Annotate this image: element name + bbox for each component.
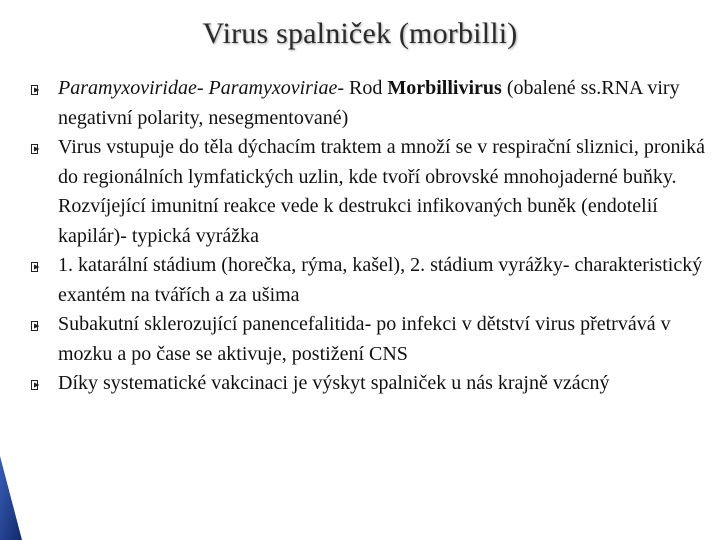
list-item [31, 251, 711, 310]
box-arrow-bullet-icon [31, 144, 41, 154]
list-item-text: Díky systematické vakcinaci je výskyt spalniček u nás krajně vzácný [58, 372, 610, 394]
subfamily-name: Paramyxoviriae- [208, 77, 345, 99]
box-arrow-bullet-icon [31, 380, 41, 390]
list-item-text: Virus vstupuje do těla dýchacím traktem a množí se v respirační sliznici, proniká do regionálních lymfatických uzlin, kde tvoří obrovské mnohojaderné buňky. Rozvíjející imunitní reakce vede k destrukci infikovaných buněk (endotelií kapilár)- typická vyrážka [58, 136, 705, 247]
corner-decoration [0, 456, 22, 540]
list-item [31, 369, 711, 399]
genus-name: Morbillivirus [387, 77, 502, 99]
box-arrow-bullet-icon [31, 85, 41, 95]
slide-title: Virus spalniček (morbilli) [202, 17, 518, 50]
list-item-text: 1. katarální stádium (horečka, rýma, kašel), 2. stádium vyrážky- charakteristický exantém na tvářích a za ušima [58, 254, 703, 306]
list-item [31, 133, 711, 251]
list-item-text: Subakutní sklerozující panencefalitida- po infekci v dětství virus přetrvává v mozku a po čase se aktivuje, postižení CNS [58, 313, 671, 365]
bullet-list [31, 74, 711, 399]
box-arrow-bullet-icon [31, 262, 41, 272]
genus-description: (obalené ss.RNA viry negativní polarity, nesegmentované) [58, 77, 680, 129]
family-name: Paramyxoviridae- [58, 77, 204, 99]
rod-label: Rod [344, 77, 388, 99]
list-item [31, 310, 711, 369]
list-item [31, 74, 711, 133]
box-arrow-bullet-icon [31, 321, 41, 331]
